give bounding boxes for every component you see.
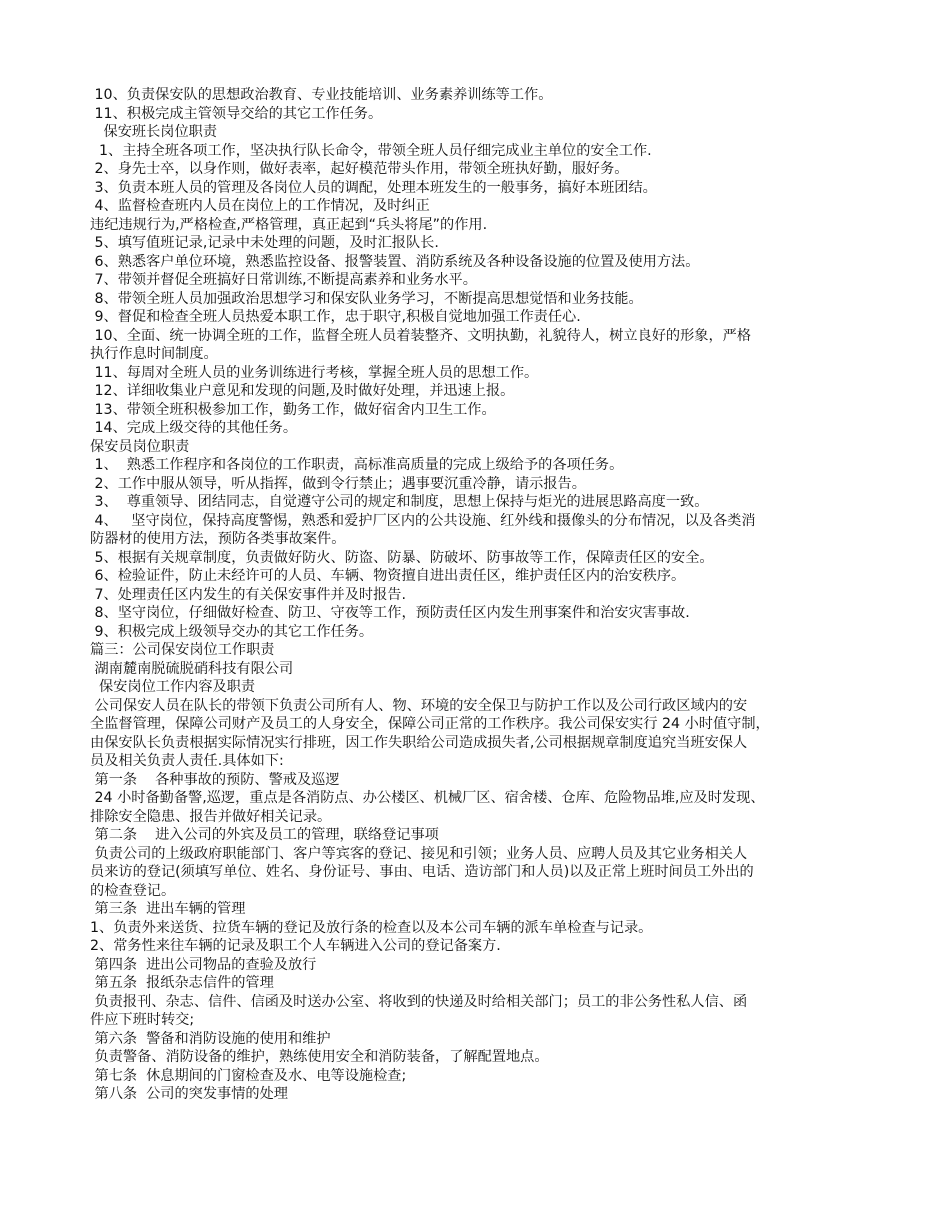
section-heading: 篇三：公司保安岗位工作职责 xyxy=(90,642,275,658)
text-line: 7、带领并督促全班搞好日常训练,不断提高素养和业务水平。 xyxy=(90,272,477,288)
text-line: 1、主持全班各项工作，坚决执行队长命令，带领全班人员仔细完成业主单位的安全工作. xyxy=(90,142,652,159)
article-heading: 第六条 警备和消防设施的使用和维护 xyxy=(90,1030,331,1047)
article-heading: 第五条 报纸杂志信件的管理 xyxy=(90,975,274,991)
text-line: 2、身先士卒，以身作则，做好表率，起好模范带头作用，带领全班执好勤，服好务。 xyxy=(90,161,629,177)
text-line: 公司保安人员在队长的带领下负责公司所有人、物、环境的安全保卫与防护工作以及公司行政区域内的安 xyxy=(90,697,748,714)
text-line: 9、积极完成上级领导交办的其它工作任务。 xyxy=(90,623,374,640)
text-line: 负责警备、消防设备的维护，熟练使用安全和消防装备，了解配置地点。 xyxy=(90,1049,549,1065)
text-line: 排除安全隐患、报告并做好相关记录。 xyxy=(90,808,332,825)
text-line: 执行作息时间制度。 xyxy=(90,346,218,362)
article-heading: 第四条 进出公司物品的查验及放行 xyxy=(90,956,317,973)
text-line: 14、完成上级交待的其他任务。 xyxy=(90,420,298,436)
text-line: 10、全面、统一协调全班的工作，监督全班人员着装整齐、文明执勤，礼貌待人，树立良好的形象，严格 xyxy=(90,327,752,344)
text-line: 防器材的使用方法，预防各类事故案件。 xyxy=(90,531,346,547)
text-line: 负责公司的上级政府职能部门、客户等宾客的登记、接见和引领；业务人员、应聘人员及其它业务相关人 xyxy=(90,845,748,862)
text-line: 10、负责保安队的思想政治教育、专业技能培训、业务素养训练等工作。 xyxy=(90,87,553,103)
text-line: 9、督促和检查全班人员热爱本职工作，忠于职守,积极自觉地加强工作责任心. xyxy=(90,309,581,325)
text-line: 负责报刊、杂志、信件、信函及时送办公室、将收到的快递及时给相关部门；员工的非公务性私人信、函 xyxy=(90,993,748,1010)
text-line: 1、 熟悉工作程序和各岗位的工作职责，高标准高质量的完成上级给予的各项任务。 xyxy=(90,457,624,473)
section-heading: 保安岗位工作内容及职责 xyxy=(90,679,256,695)
text-line: 由保安队长负责根据实际情况实行排班，因工作失职给公司造成损失者,公司根据规章制度追究当班安保人 xyxy=(90,734,748,751)
text-line: 2、常务性来往车辆的记录及职工个人车辆进入公司的登记备案方. xyxy=(90,938,501,954)
article-heading: 第七条 休息期间的门窗检查及水、电等设施检查; xyxy=(90,1067,407,1084)
text-line: 8、坚守岗位，仔细做好检查、防卫、守夜等工作，预防责任区内发生刑事案件和治安灾害事故. xyxy=(90,605,690,621)
article-heading: 第二条 进入公司的外宾及员工的管理，联络登记事项 xyxy=(90,827,439,843)
text-line: 6、检验证件，防止未经许可的人员、车辆、物资擅自进出责任区，维护责任区内的治安秩序。 xyxy=(90,568,686,584)
text-line: 件应下班时转交; xyxy=(90,1012,195,1028)
text-line: 8、带领全班人员加强政治思想学习和保安队业务学习，不断提高思想觉悟和业务技能。 xyxy=(90,290,643,307)
text-line: 7、处理责任区内发生的有关保安事件并及时报告. xyxy=(90,586,406,603)
text-line: 3、 尊重领导、团结同志，自觉遵守公司的规定和制度，思想上保持与炬光的进展思路高度一致。 xyxy=(90,494,709,510)
text-line: 员来访的登记(须填写单位、姓名、身份证号、事由、电话、造访部门和人员)以及正常上班时间员工外出的 xyxy=(90,864,754,880)
text-line: 4、 坚守岗位，保持高度警惕，熟悉和爱护厂区内的公共设施、红外线和摄像头的分布情况，以及各类消 xyxy=(90,512,756,529)
article-heading: 第一条 各种事故的预防、警戒及巡逻 xyxy=(90,771,340,788)
text-line: 2、工作中服从领导，听从指挥，做到令行禁止；遇事要沉重冷静，请示报告。 xyxy=(90,475,586,492)
text-line: 3、负责本班人员的管理及各岗位人员的调配，处理本班发生的一般事务，搞好本班团结。 xyxy=(90,179,657,196)
text-line: 5、根据有关规章制度，负责做好防火、防盗、防暴、防破坏、防事故等工作，保障责任区的安全。 xyxy=(90,549,714,566)
article-heading: 第八条 公司的突发事情的处理 xyxy=(90,1086,288,1102)
document-body xyxy=(90,86,890,1104)
text-line: 1、负责外来送货、拉货车辆的登记及放行条的检查以及本公司车辆的派车单检查与记录。 xyxy=(90,919,653,936)
text-line: 6、熟悉客户单位环境，熟悉监控设备、报警装置、消防系统及各种设备设施的位置及使用方法。 xyxy=(90,253,700,270)
text-line: 11、每周对全班人员的业务训练进行考核，掌握全班人员的思想工作。 xyxy=(90,364,539,381)
text-line: 4、监督检查班内人员在岗位上的工作情况，及时纠正 xyxy=(90,198,430,214)
text-line: 违纪违规行为,严格检查,严格管理，真正起到“兵头将尾”的作用. xyxy=(90,216,488,233)
section-heading: 保安员岗位职责 xyxy=(90,438,190,455)
text-line: 全监督管理，保障公司财产及员工的人身安全，保障公司正常的工作秩序。我公司保安实行 24 小时值守制， xyxy=(90,716,770,732)
text-line: 13、带领全班积极参加工作，勤务工作，做好宿舍内卫生工作。 xyxy=(90,401,496,418)
text-line: 的检查登记。 xyxy=(90,882,176,899)
text-line: 11、积极完成主管领导交给的其它工作任务。 xyxy=(90,105,383,122)
text-line: 12、详细收集业户意见和发现的问题,及时做好处理，并迅速上报。 xyxy=(90,383,515,399)
text-line: 5、填写值班记录,记录中未处理的问题，及时汇报队长. xyxy=(90,235,439,251)
article-heading: 第三条 进出车辆的管理 xyxy=(90,901,246,917)
company-name: 湖南麓南脱硫脱硝科技有限公司 xyxy=(90,660,294,677)
section-heading: 保安班长岗位职责 xyxy=(90,124,218,140)
text-line: 24 小时备勤备警,巡逻，重点是各消防点、办公楼区、机械厂区、宿舍楼、仓库、危险物品堆,应及时发现、 xyxy=(90,790,765,806)
text-line: 员及相关负责人责任.具体如下: xyxy=(90,753,284,769)
